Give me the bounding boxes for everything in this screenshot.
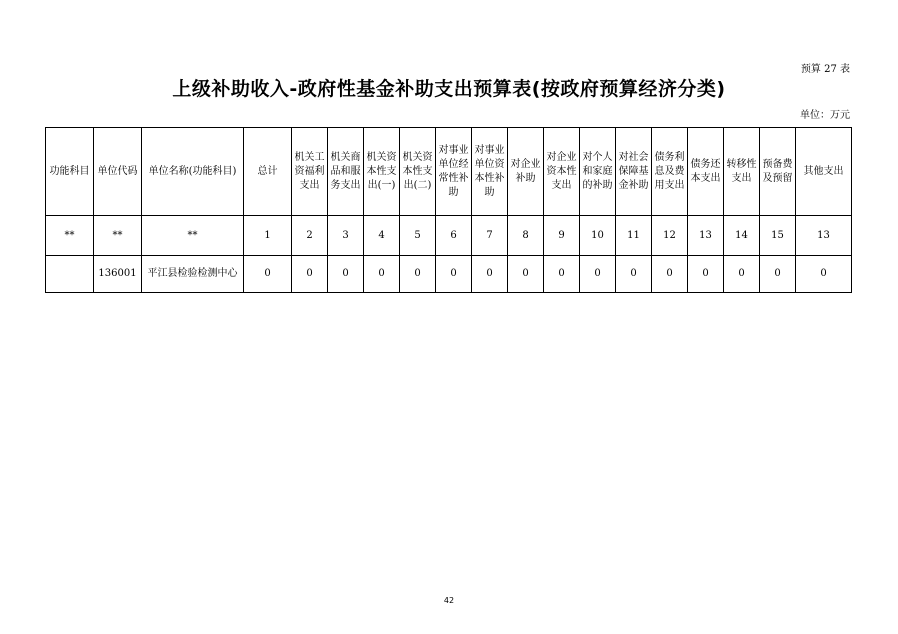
index-cell: **	[46, 216, 94, 256]
table-cell: 0	[400, 256, 436, 293]
index-cell: 12	[652, 216, 688, 256]
table-cell: 0	[652, 256, 688, 293]
table-cell: 0	[760, 256, 796, 293]
page-title: 上级补助收入-政府性基金补助支出预算表(按政府预算经济分类)	[172, 78, 726, 100]
unit-name-cell: 平江县检验检测中心	[142, 256, 244, 293]
table-cell: 0	[796, 256, 852, 293]
index-cell: 4	[364, 216, 400, 256]
index-cell: 10	[580, 216, 616, 256]
index-cell: 13	[796, 216, 852, 256]
index-cell: 11	[616, 216, 652, 256]
index-cell: 8	[508, 216, 544, 256]
column-header: 机关工资福利支出	[292, 128, 328, 216]
table-cell: 0	[292, 256, 328, 293]
index-cell: 9	[544, 216, 580, 256]
table-row	[46, 256, 852, 293]
table-cell: 0	[508, 256, 544, 293]
table-cell: 0	[244, 256, 292, 293]
table-cell: 0	[328, 256, 364, 293]
column-header: 预备费及预留	[760, 128, 796, 216]
column-index-row	[46, 216, 852, 256]
table-cell: 0	[688, 256, 724, 293]
index-cell: 5	[400, 216, 436, 256]
table-cell: 0	[364, 256, 400, 293]
index-cell: 1	[244, 216, 292, 256]
column-header: 总计	[244, 128, 292, 216]
table-cell: 0	[580, 256, 616, 293]
column-header: 转移性支出	[724, 128, 760, 216]
column-header: 对企业资本性支出	[544, 128, 580, 216]
table-number-label: 预算 27 表	[800, 64, 850, 75]
column-header: 机关资本性支出(二)	[400, 128, 436, 216]
column-header: 对事业单位经常性补助	[436, 128, 472, 216]
table-header-row	[46, 128, 852, 216]
table-cell: 0	[544, 256, 580, 293]
column-header: 债务还本支出	[688, 128, 724, 216]
unit-label: 单位：万元	[800, 110, 850, 121]
column-header: 机关商品和服务支出	[328, 128, 364, 216]
function-subject-cell	[46, 256, 94, 293]
index-cell: **	[94, 216, 142, 256]
column-header: 对企业补助	[508, 128, 544, 216]
column-header: 债务利息及费用支出	[652, 128, 688, 216]
column-header: 对事业单位资本性补助	[472, 128, 508, 216]
budget-table	[45, 127, 852, 293]
index-cell: 15	[760, 216, 796, 256]
column-header: 其他支出	[796, 128, 852, 216]
column-header: 单位名称(功能科目)	[142, 128, 244, 216]
column-header: 功能科目	[46, 128, 94, 216]
index-cell: 13	[688, 216, 724, 256]
page-number: 42	[443, 596, 455, 605]
index-cell: 2	[292, 216, 328, 256]
index-cell: 7	[472, 216, 508, 256]
column-header: 单位代码	[94, 128, 142, 216]
column-header: 对个人和家庭的补助	[580, 128, 616, 216]
table-cell: 0	[436, 256, 472, 293]
table-cell: 0	[472, 256, 508, 293]
index-cell: 3	[328, 216, 364, 256]
column-header: 机关资本性支出(一)	[364, 128, 400, 216]
index-cell: 6	[436, 216, 472, 256]
table-cell: 0	[616, 256, 652, 293]
index-cell: 14	[724, 216, 760, 256]
index-cell: **	[142, 216, 244, 256]
column-header: 对社会保障基金补助	[616, 128, 652, 216]
unit-code-cell: 136001	[94, 256, 142, 293]
table-cell: 0	[724, 256, 760, 293]
